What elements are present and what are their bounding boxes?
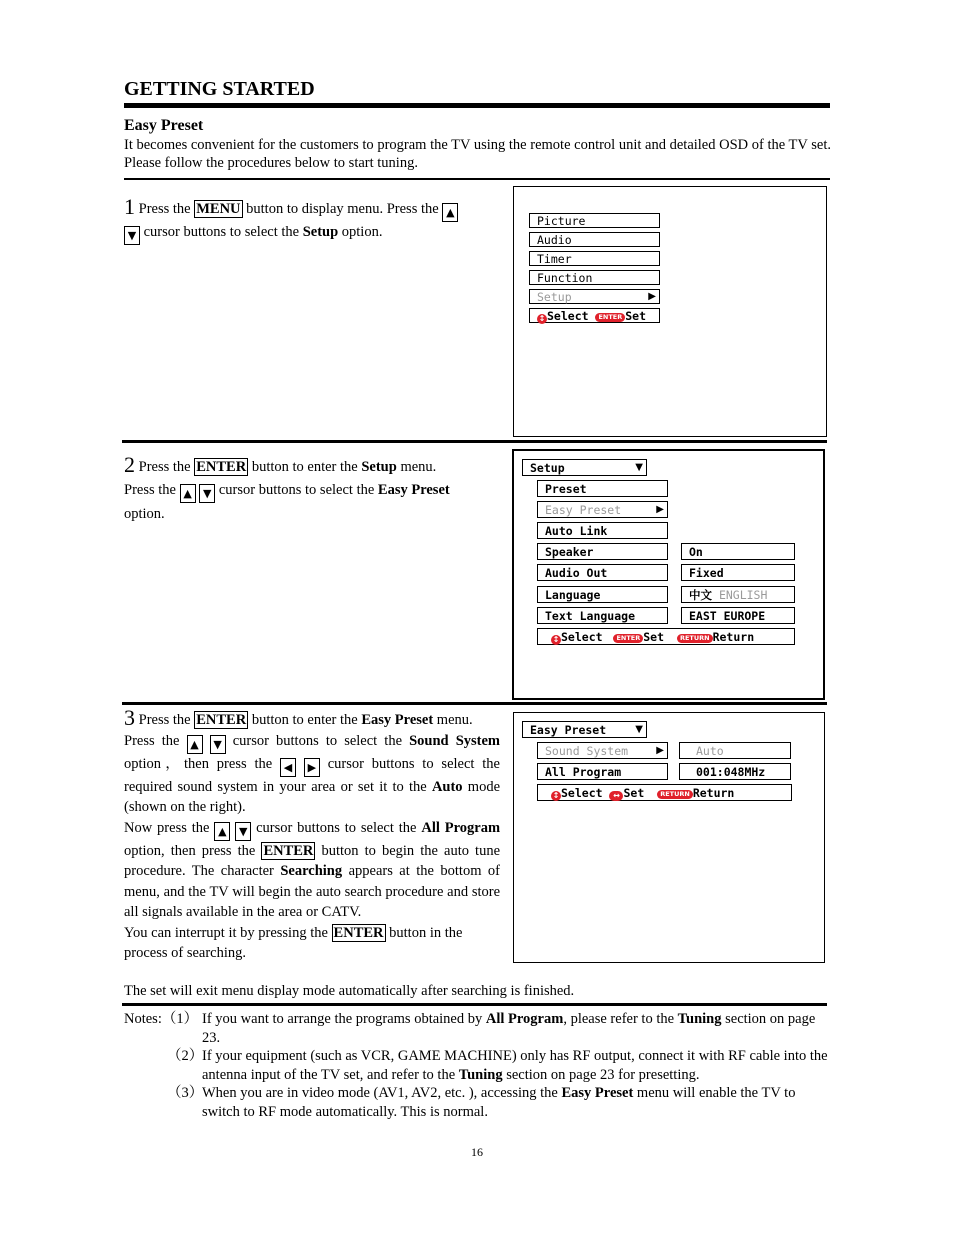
- right-arrow-icon: ▶: [656, 745, 664, 756]
- return-icon: RETURN: [677, 634, 713, 643]
- sound-system-value[interactable]: Auto: [679, 742, 791, 759]
- setup-header: Setup ▼: [522, 459, 647, 476]
- enter-icon: ENTER: [595, 313, 625, 322]
- note-2: （2） If your equipment (such as VCR, GAME MACHINE) only has RF output, connect it with RF cable into the antenna input of the TV set, and refer to the Tuning section on page 23 for presetting.: [167, 1048, 828, 1083]
- menu-item-text-language[interactable]: Text Language: [537, 607, 668, 624]
- up-arrow-icon: ▲: [214, 822, 230, 841]
- down-arrow-icon: ▼: [124, 226, 140, 245]
- down-arrow-icon: ▼: [635, 724, 643, 735]
- step-number: 1: [124, 194, 135, 219]
- enter-icon: ENTER: [613, 634, 643, 643]
- easy-preset-hint-bar: ↕ Select ↔ Set RETURN Return: [537, 784, 792, 801]
- language-english: ENGLISH: [718, 588, 768, 602]
- step-1-text: 1 Press the MENU button to display menu. Press the ▲ ▼ cursor buttons to select the Setup option.: [124, 197, 496, 245]
- easy-preset-header: Easy Preset ▼: [522, 721, 647, 738]
- down-arrow-icon: ▼: [235, 822, 251, 841]
- enter-key: ENTER: [333, 924, 384, 941]
- up-arrow-icon: ▲: [442, 203, 458, 222]
- menu-key: MENU: [196, 201, 241, 217]
- notes-section: [124, 1010, 831, 1121]
- menu-item-audio[interactable]: Audio: [529, 232, 660, 247]
- down-arrow-icon: ▼: [635, 462, 643, 473]
- osd-main-menu: [513, 186, 827, 437]
- enter-key: ENTER: [196, 459, 247, 475]
- page-number: 16: [471, 1145, 483, 1159]
- left-arrow-icon: ◀: [280, 758, 296, 777]
- return-icon: RETURN: [657, 790, 693, 799]
- all-program-value: 001:048MHz: [679, 763, 791, 780]
- menu-item-audio-out[interactable]: Audio Out: [537, 564, 668, 581]
- step-2-rule: [122, 702, 827, 705]
- up-arrow-icon: ▲: [180, 484, 196, 503]
- menu-item-timer[interactable]: Timer: [529, 251, 660, 266]
- osd-setup-menu: [512, 449, 825, 700]
- step-1-rule: [122, 440, 827, 443]
- speaker-value[interactable]: On: [681, 543, 795, 560]
- text-language-value[interactable]: EAST EUROPE: [681, 607, 795, 624]
- osd-easy-preset-menu: [513, 712, 825, 963]
- menu-item-all-program[interactable]: All Program: [537, 763, 668, 780]
- step-2-text: 2 Press the ENTER button to enter the Setup menu. Press the ▲ ▼ cursor buttons to select the Easy Preset option.: [124, 452, 450, 522]
- setup-hint-bar: ↕ Select ENTER Set RETURN Return: [537, 628, 795, 645]
- step-number: 2: [124, 452, 135, 477]
- intro-paragraph: It becomes convenient for the customers to program the TV using the remote control unit and detailed OSD of the TV set. Please follow the procedures below to start tuning.: [124, 137, 831, 171]
- select-icon: ↕: [538, 314, 546, 323]
- enter-key: ENTER: [263, 842, 314, 859]
- exit-note: The set will exit menu display mode automatically after searching is finished.: [124, 983, 575, 999]
- menu-item-speaker[interactable]: Speaker: [537, 543, 668, 560]
- section-title: GETTING STARTED: [124, 78, 315, 100]
- subsection-title: Easy Preset: [124, 117, 204, 134]
- language-chinese: 中文: [689, 588, 712, 602]
- down-arrow-icon: ▼: [199, 484, 215, 503]
- left-right-icon: ↔: [609, 791, 623, 801]
- select-icon: ↕: [552, 791, 560, 800]
- menu-item-picture[interactable]: Picture: [529, 213, 660, 228]
- down-arrow-icon: ▼: [210, 735, 226, 754]
- enter-key: ENTER: [196, 712, 247, 728]
- notes-rule: [122, 1003, 827, 1006]
- menu-item-easy-preset[interactable]: Easy Preset ▶: [537, 501, 668, 518]
- menu-item-sound-system[interactable]: Sound System ▶: [537, 742, 668, 759]
- right-arrow-icon: ▶: [656, 504, 664, 515]
- menu-item-function[interactable]: Function: [529, 270, 660, 285]
- note-3: （3） When you are in video mode (AV1, AV2, etc. ), accessing the Easy Preset menu will enable the TV to switch to RF mode automatically. This is normal.: [167, 1085, 796, 1120]
- right-arrow-icon: ▶: [304, 758, 320, 777]
- up-arrow-icon: ▲: [187, 735, 203, 754]
- menu-hint-bar: ↕ Select ENTER Set: [529, 308, 660, 323]
- menu-item-language[interactable]: Language: [537, 586, 668, 603]
- menu-item-auto-link[interactable]: Auto Link: [537, 522, 668, 539]
- step-3-text: 3 Press the ENTER button to enter the Easy Preset menu. Press the ▲ ▼ cursor buttons to select the Sound System option，then press the ◀ ▶ cursor buttons to select the required sound system in your area or set it to the Auto mode (shown on the right). Now press the ▲ ▼ cursor buttons to select the All Program option, then press the ENTER button to begin the auto tune procedure. The character Searching appears at the bottom of menu, and the TV will begin the auto search procedure and store all signals available in the area or CATV. You can interrupt it by pressing the ENTER button in the process of searching.: [124, 705, 501, 961]
- note-1: Notes:（1） If you want to arrange the programs obtained by All Program, please refer to the Tuning section on page 23.: [124, 1011, 816, 1046]
- right-arrow-icon: ▶: [648, 291, 656, 302]
- step-number: 3: [124, 705, 135, 730]
- language-value[interactable]: [681, 586, 795, 603]
- menu-item-setup[interactable]: Setup ▶: [529, 289, 660, 304]
- menu-item-preset[interactable]: Preset: [537, 480, 668, 497]
- intro-rule: [124, 178, 830, 180]
- audio-out-value[interactable]: Fixed: [681, 564, 795, 581]
- title-rule: [124, 103, 830, 108]
- select-icon: ↕: [552, 635, 560, 644]
